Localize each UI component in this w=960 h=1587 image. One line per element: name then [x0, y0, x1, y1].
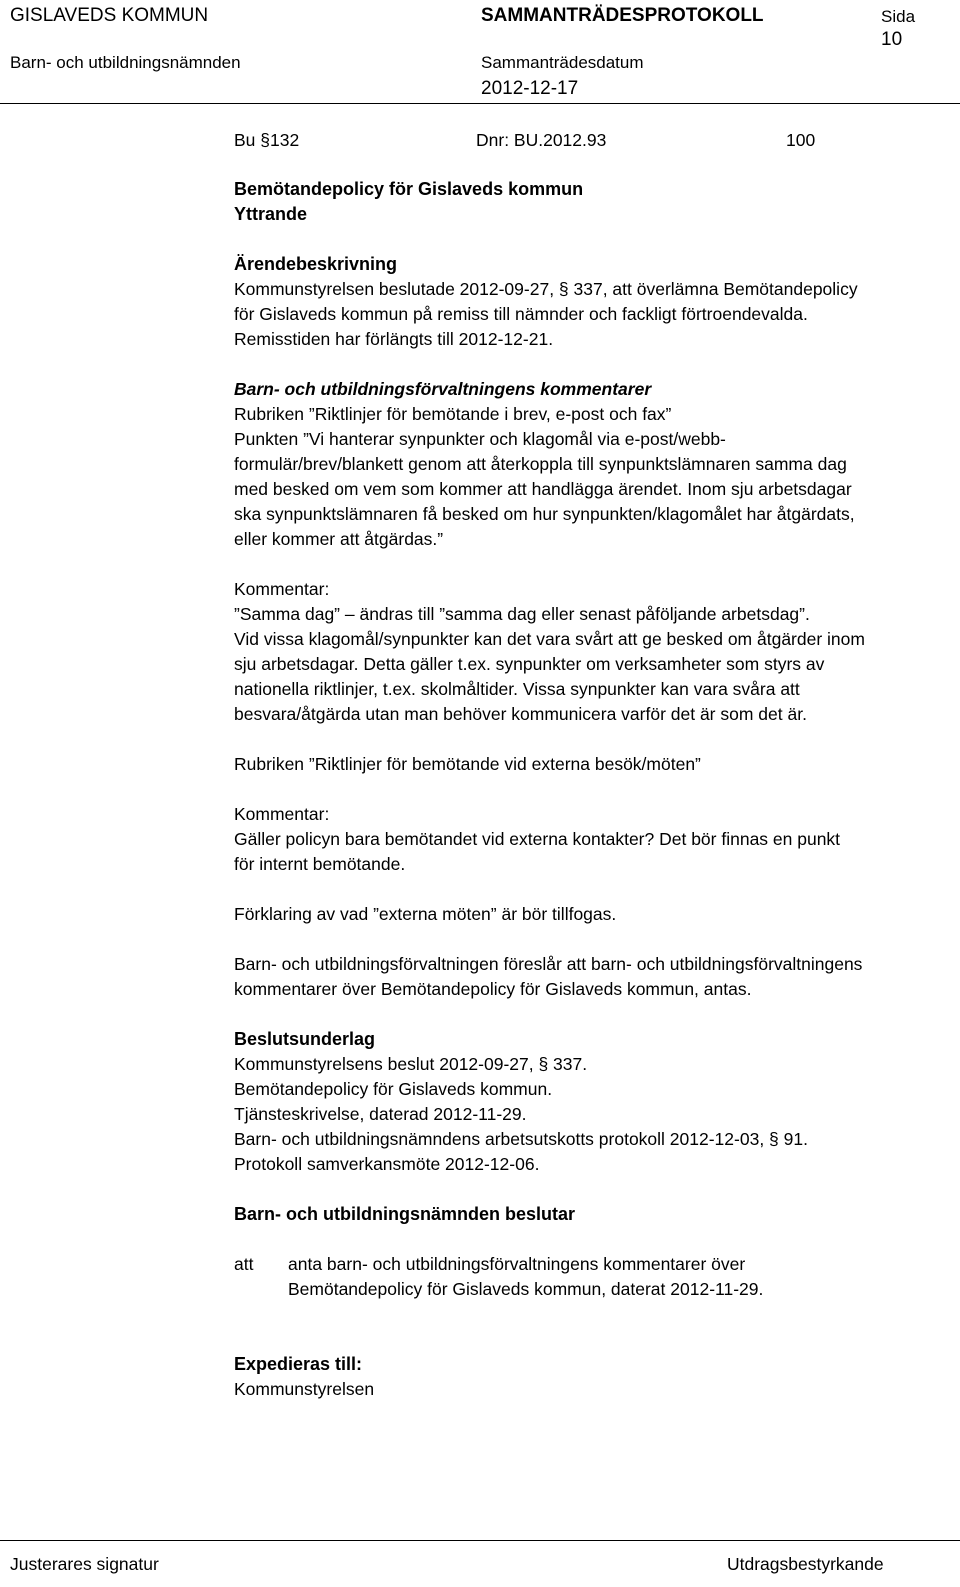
decision-keyword: att: [234, 1254, 254, 1274]
comment-label: Kommentar:: [234, 804, 330, 824]
meeting-date: 2012-12-17: [481, 78, 579, 99]
header-divider: [0, 103, 960, 104]
description-line: Kommunstyrelsen beslutade 2012-09-27, § 337, att överlämna Bemötandepolicy: [234, 279, 858, 299]
basis-item: Tjänsteskrivelse, daterad 2012-11-29.: [234, 1104, 527, 1124]
rubric-external-meetings: Rubriken ”Riktlinjer för bemötande vid externa besök/möten”: [234, 754, 701, 774]
basis-item: Bemötandepolicy för Gislaveds kommun.: [234, 1079, 553, 1099]
paragraph-number: Bu §132: [234, 130, 300, 150]
comment-line: ”Samma dag” – ändras till ”samma dag eller senast påföljande arbetsdag”.: [234, 604, 810, 624]
footer-certification-label: Utdragsbestyrkande: [727, 1554, 884, 1574]
page-label: Sida: [881, 7, 916, 26]
comment-line: sju arbetsdagar. Detta gäller t.ex. synpunkter om verksamheter som styrs av: [234, 654, 825, 674]
meeting-date-label: Sammanträdesdatum: [481, 53, 644, 72]
comment-line: för internt bemötande.: [234, 854, 406, 874]
comment-line: Vid vissa klagomål/synpunkter kan det vara svårt att ge besked om åtgärder inom: [234, 629, 865, 649]
basis-item: Barn- och utbildningsnämndens arbetsutskotts protokoll 2012-12-03, § 91.: [234, 1129, 808, 1149]
description-heading: Ärendebeskrivning: [234, 254, 398, 274]
basis-item: Protokoll samverkansmöte 2012-12-06.: [234, 1154, 540, 1174]
description-line: Remisstiden har förlängts till 2012-12-21.: [234, 329, 554, 349]
proposal-line: Barn- och utbildningsförvaltningen föreslår att barn- och utbildningsförvaltningens: [234, 954, 863, 974]
comment-line: Gäller policyn bara bemötandet vid externa kontakter? Det bör finnas en punkt: [234, 829, 841, 849]
clarification-text: Förklaring av vad ”externa möten” är bör tillfogas.: [234, 904, 617, 924]
dispatch-recipient: Kommunstyrelsen: [234, 1379, 375, 1399]
committee-name: Barn- och utbildningsnämnden: [10, 53, 241, 72]
protocol-body: [234, 177, 950, 1402]
case-title: Bemötandepolicy för Gislaveds kommun: [234, 179, 584, 199]
municipality-name: GISLAVEDS KOMMUN: [10, 5, 209, 26]
basis-heading: Beslutsunderlag: [234, 1029, 376, 1049]
point-line: eller kommer att åtgärdas.”: [234, 529, 444, 549]
basis-item: Kommunstyrelsens beslut 2012-09-27, § 337.: [234, 1054, 588, 1074]
comments-heading: Barn- och utbildningsförvaltningens kommentarer: [234, 379, 652, 399]
diary-number: Dnr: BU.2012.93: [476, 130, 607, 150]
footer-signature-label: Justerares signatur: [10, 1554, 159, 1574]
case-subtitle: Yttrande: [234, 204, 308, 224]
point-line: med besked om vem som kommer att handlägga ärendet. Inom sju arbetsdagar: [234, 479, 852, 499]
dispatch-heading: Expedieras till:: [234, 1354, 363, 1374]
description-line: för Gislaveds kommun på remiss till nämnder och fackligt förtroendevalda.: [234, 304, 808, 324]
comment-line: nationella riktlinjer, t.ex. skolmåltider. Vissa synpunkter kan vara svåra att: [234, 679, 800, 699]
point-line: Punkten ”Vi hanterar synpunkter och klagomål via e-post/webb-: [234, 429, 726, 449]
decision-heading: Barn- och utbildningsnämnden beslutar: [234, 1204, 576, 1224]
point-line: formulär/brev/blankett genom att återkoppla till synpunktslämnaren samma dag: [234, 454, 847, 474]
point-line: ska synpunktslämnaren få besked om hur synpunkten/klagomålet har åtgärdats,: [234, 504, 855, 524]
decision-row: [234, 1252, 950, 1302]
case-code: 100: [786, 130, 816, 150]
proposal-line: kommentarer över Bemötandepolicy för Gislaveds kommun, antas.: [234, 979, 752, 999]
decision-line: anta barn- och utbildningsförvaltningens kommentarer över: [288, 1254, 746, 1274]
decision-line: Bemötandepolicy för Gislaveds kommun, daterat 2012-11-29.: [288, 1279, 764, 1299]
comment-label: Kommentar:: [234, 579, 330, 599]
document-type: SAMMANTRÄDESPROTOKOLL: [481, 5, 764, 26]
rubric-letters: Rubriken ”Riktlinjer för bemötande i brev, e-post och fax”: [234, 404, 672, 424]
footer-divider: [0, 1540, 960, 1541]
page-number: 10: [881, 29, 903, 50]
comment-line: besvara/åtgärda utan man behöver kommunicera varför det är som det är.: [234, 704, 807, 724]
